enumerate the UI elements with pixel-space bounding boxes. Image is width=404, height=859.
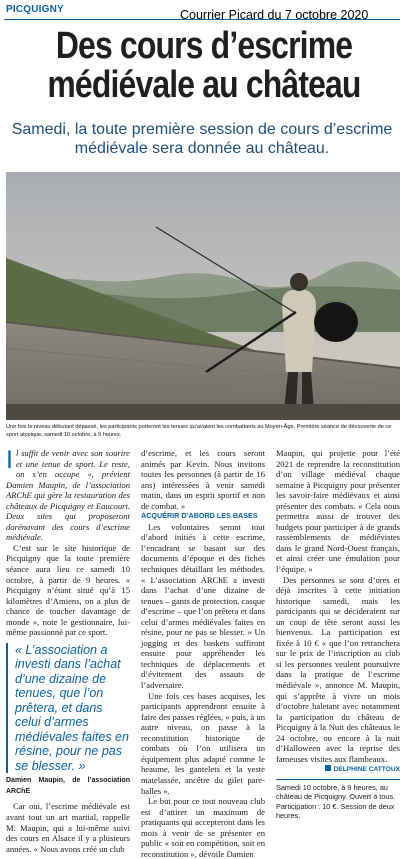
byline-name: DELPHINE CATTOUX — [333, 766, 400, 774]
photo-caption: Une fois le niveau débutant dépassé, les participants porteront les tenues qu’avaient les combattants au Moyen-Âge. Première séance de découverte de ce sport atypique, samedi 10 octobre, à 9 heures. — [6, 424, 392, 438]
section-label: PICQUIGNY — [6, 4, 64, 15]
byline — [276, 765, 400, 776]
paragraph-text: l suffit de venir avec son sourire et une tenue de sport. Le reste, on s’en occupe », prévient Damien Maupin, de l’association ARChE qui gère la restauration des châteaux de Picquigny et Eaucourt. Deux sites qui proposeront dorénavant des cours d’escrime médiévale. — [6, 448, 130, 543]
paragraph: d’escrime, et les cours seront animés par Kevin. Nous invitons toutes les personnes (à partir de 16 ans) intéressées à venir samedi matin, dans un esprit sportif et non de combat. » — [141, 448, 265, 511]
quote-attribution: Damien Maupin, de l’association ARChE — [6, 777, 130, 795]
paragraph: Maupin, qui projette pour l’été 2021 de reprendre la reconstitution d’un village médiéval chaque semaine à Picquigny pour présenter les savoir-faire médiévaux et ainsi présenter des combats. « Cela nous permettra aussi de trouver des budgets pour participer à de grands rassemblements de médiévistes dans le grand Nord-Ouest français, et ainsi créer une émulation pour l’équipe. » — [276, 448, 400, 575]
paragraph: Des personnes se sont d’ores et déjà inscrites à cette initiation historique samedi, mais les participants qui se décideraient sur un coup de tête seront aussi les bienvenus. La participation est fixée à 10 € « que l’on retranchera sur le prix de l’inscription au club si les personnes veulent poursuivre dans la pratique de l’escrime médiévale », annonce M. Maupin, qui s’apprête à vivre un mois d’octobre haletant avec notamment la participation du château de Picquigny à la Nuit des châteaux le 24 octobre, ou encore à la nuit d’Halloween avec la reprise des fameuses visites aux flambeaux. — [276, 574, 400, 764]
paragraph: Le but pour ce tout nouveau club est d’attirer un maximum de pratiquants qui accepteront dans les mois à venir de se présenter en public « soit en compétition, soit en reconstitution », dévoile Damien — [141, 796, 265, 859]
paragraph: C’est sur le site historique de Picquigny que la toute première séance aura lieu ce samedi 10 octobre, à partir de 9 heures. « Picquigny n’étant situé qu’à 15 kilomètres d’Amiens, on a plus de chance de toucher davantage de monde », note le gestionnaire, lui-même passionné par ce sport. — [6, 542, 130, 638]
publication-tag: Courrier Picard du 7 octobre 2020 — [180, 8, 369, 22]
paragraph: Les volontaires seront tout d’abord initiés à cette escrime, l’encadrant se basant sur des documents d’époque et des fiches techniques détaillant les méthodes. « L’association ARChE a investi dans l’achat d’une dizaine de tenues – gants de protection, casque d’escrime – que l’on prêtera et dans celui d’armes médiévales faites en résine, pour ne pas se blesser. » Un jogging et des baskets suffiront ensuite pour appréhender les techniques de déplacements et d’évitement des assauts de l’adversaire. — [141, 521, 265, 691]
paragraph: Car oui, l’escrime médiévale est avant tout un art martial, rappelle M. Maupin, qui a lui-même suivi des cours en Alsace il y a plusieurs années. « Nous avons créé un club — [6, 801, 130, 854]
paragraph — [6, 448, 130, 543]
paragraph: Une fois ces bases acquises, les participants apprendront ensuite à faire des passes réglées, « puis, à un autre niveau, on passe à la reconstitution historique de combats où l’on utilisera un équipement plus adapté comme le heaume, les gantelets et la veste matelassée, ancêtre du gilet pare-balles ». — [141, 690, 265, 796]
square-marker-icon — [325, 765, 331, 771]
dropcap: I — [6, 446, 13, 474]
subhead: ACQUÉRIR D’ABORD LES BASES — [141, 511, 258, 521]
info-box: Samedi 10 octobre, à 9 heures, au château de Picquigny. Ouvert à tous. Participation : 10 €. Session de deux heures. — [276, 779, 400, 821]
deck: Samedi, la toute première session de cours d’escrime médiévale sera donnée au château. — [11, 121, 393, 157]
pull-quote: « L’association a investi dans l’achat d’une dizaine de tenues, que l’on prêtera, et dans celui d’armes médiévales faites en résine, pour ne pas se blesser. » — [6, 643, 130, 774]
article-column-2 — [141, 448, 265, 859]
article-column-1 — [6, 448, 130, 854]
headline: Des cours d’escrime médiévale au château — [47, 25, 361, 106]
article-column-3 — [276, 448, 400, 821]
article-photo — [6, 172, 400, 420]
